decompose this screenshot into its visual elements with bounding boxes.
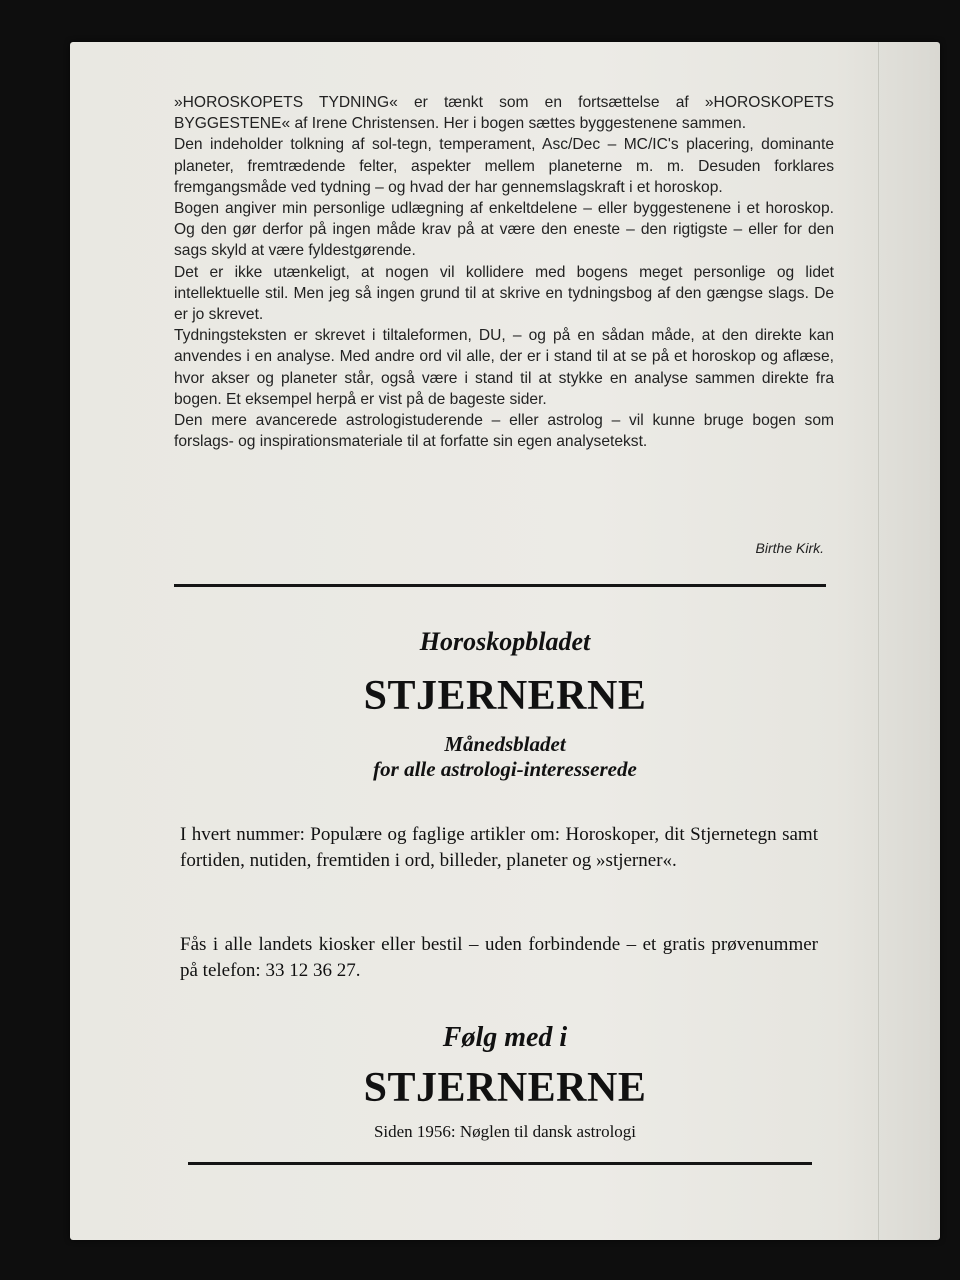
- author-signature: Birthe Kirk.: [755, 540, 824, 556]
- spine-fold: [878, 42, 879, 1240]
- divider-rule: [174, 584, 826, 587]
- ad-tagline: [160, 732, 850, 782]
- book-back-cover: [70, 42, 940, 1240]
- ad-title: STJERNERNE: [363, 673, 647, 719]
- blurb-paragraph: Det er ikke utænkeligt, at nogen vil kollidere med bogens meget personlige og lidet intellektuelle stil. Men jeg så ingen grund til at skrive en tydningsbog af den gængse slags. De er jo skrevet.: [174, 263, 834, 324]
- divider-rule: [188, 1162, 812, 1165]
- ad-kicker: Horoskopbladet: [419, 627, 591, 656]
- ad-since-line: Siden 1956: Nøglen til dansk astrologi: [373, 1122, 637, 1141]
- ad-call-to-action: Følg med i: [442, 1022, 568, 1053]
- ad-tagline-line: for alle astrologi-interesserede: [373, 757, 637, 781]
- back-cover-blurb: [174, 92, 834, 452]
- ad-cta-title: STJERNERNE: [363, 1065, 647, 1111]
- blurb-paragraph: »HOROSKOPETS TYDNING« er tænkt som en fortsættelse af »HOROSKOPETS BYGGESTENE« af Irene Christensen. Her i bogen sættes byggestenene sammen.: [174, 94, 834, 133]
- ad-body-text: Fås i alle landets kiosker eller bestil – uden forbindende – et gratis prøvenummer på telefon: 33 12 36 27.: [180, 934, 818, 981]
- blurb-paragraph: Den mere avancerede astrologistuderende – eller astrolog – vil kunne bruge bogen som forslags- og inspirationsmateriale til at forfatte sin egen analysetekst.: [174, 412, 834, 451]
- ad-body-text: I hvert nummer: Populære og faglige artikler om: Horoskoper, dit Stjernetegn samt fortiden, nutiden, fremtiden i ord, billeder, planeter og »stjerner«.: [180, 824, 818, 871]
- blurb-paragraph: Bogen angiver min personlige udlægning af enkeltdelene – eller byggestenene i et horoskop. Og den gør derfor på ingen måde krav på at være den eneste – den rigtigste – eller for den sags skyld at være fyldestgørende.: [174, 200, 834, 260]
- ad-tagline-line: Månedsbladet: [444, 732, 566, 756]
- blurb-paragraph: Tydningsteksten er skrevet i tiltaleformen, DU, – og på en sådan måde, at den direkte kan anvendes i en analyse. Med andre ord vil alle, der er i stand til at se på et horoskop og aflæse, hvor akser og planeter står, også være i stand til at stykke en analyse sammen direkte fra bogen. Et eksempel herpå er vist på de bageste sider.: [174, 327, 834, 408]
- blurb-paragraph: Den indeholder tolkning af sol-tegn, temperament, Asc/Dec – MC/IC's placering, dominante planeter, fremtrædende felter, aspekter mellem planeterne m. m. Desuden forklares fremgangsmåde ved tydning – og hvad der har gennemslagskraft i et horoskop.: [174, 136, 834, 196]
